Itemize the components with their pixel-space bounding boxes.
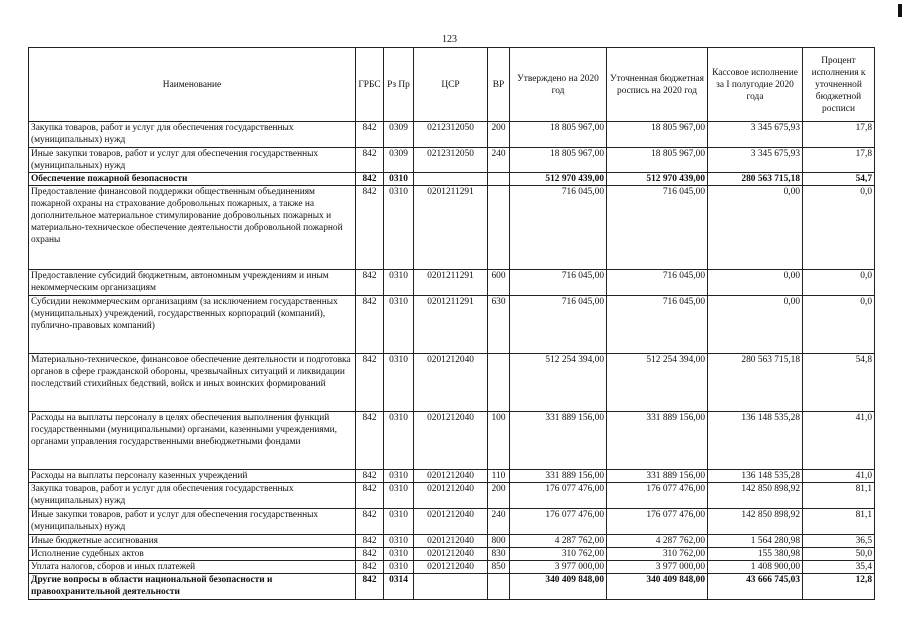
cell-rz-pr: 0310 (384, 548, 414, 561)
table-row (29, 470, 875, 483)
cell-rz-pr: 0310 (384, 470, 414, 483)
cell-approved: 512 970 439,00 (510, 173, 607, 186)
cell-csr: 0201211291 (414, 186, 488, 270)
cell-cash: 0,00 (708, 270, 803, 296)
cell-vr: 240 (488, 509, 510, 535)
cell-refined: 716 045,00 (607, 296, 708, 354)
cell-grbs: 842 (356, 561, 384, 574)
cell-cash: 142 850 898,92 (708, 509, 803, 535)
cell-grbs: 842 (356, 574, 384, 600)
cell-vr (488, 186, 510, 270)
header-row (29, 48, 875, 122)
cell-rz-pr: 0310 (384, 296, 414, 354)
cell-grbs: 842 (356, 296, 384, 354)
table-row (29, 561, 875, 574)
cell-percent: 54,8 (803, 354, 875, 412)
cell-percent: 17,8 (803, 122, 875, 148)
cell-vr: 200 (488, 483, 510, 509)
cell-name: Иные закупки товаров, работ и услуг для обеспечения государственных (муниципальных) нужд (29, 509, 356, 535)
cell-csr: 0212312050 (414, 148, 488, 173)
cell-percent: 36,5 (803, 535, 875, 548)
cell-approved: 340 409 848,00 (510, 574, 607, 600)
cell-csr: 0201212040 (414, 561, 488, 574)
header-vr: ВР (488, 48, 510, 122)
table-row (29, 270, 875, 296)
cell-refined: 331 889 156,00 (607, 412, 708, 470)
cell-grbs: 842 (356, 509, 384, 535)
cell-cash: 136 148 535,28 (708, 470, 803, 483)
cell-percent: 41,0 (803, 412, 875, 470)
table-row (29, 548, 875, 561)
cell-vr: 240 (488, 148, 510, 173)
cell-name: Предоставление финансовой поддержки общественным объединениям пожарной охраны на страхование добровольных пожарных, а также на дополнительное материальное стимулирование добровольных пожарных и материально-техническое обеспечение деятельности добровольной пожарной охраны (29, 186, 356, 270)
cell-percent: 17,8 (803, 148, 875, 173)
cell-percent: 0,0 (803, 296, 875, 354)
cell-approved: 310 762,00 (510, 548, 607, 561)
cell-rz-pr: 0310 (384, 354, 414, 412)
cell-refined: 331 889 156,00 (607, 470, 708, 483)
cell-name: Расходы на выплаты персоналу казенных учреждений (29, 470, 356, 483)
cell-approved: 18 805 967,00 (510, 122, 607, 148)
cell-vr: 830 (488, 548, 510, 561)
header-refined: Уточненная бюджетная роспись на 2020 год (607, 48, 708, 122)
cell-grbs: 842 (356, 548, 384, 561)
cell-csr: 0212312050 (414, 122, 488, 148)
cell-name: Субсидии некоммерческим организациям (за исключением государственных (муниципальных) учреждений, государственных корпораций (компаний), публично-правовых компаний) (29, 296, 356, 354)
cell-rz-pr: 0314 (384, 574, 414, 600)
cell-grbs: 842 (356, 483, 384, 509)
cell-csr (414, 173, 488, 186)
cell-percent: 41,0 (803, 470, 875, 483)
table-row (29, 574, 875, 600)
cell-refined: 716 045,00 (607, 270, 708, 296)
cell-refined: 512 970 439,00 (607, 173, 708, 186)
header-percent: Процент исполнения к уточненной бюджетной росписи (803, 48, 875, 122)
cell-csr: 0201211291 (414, 296, 488, 354)
cell-refined: 18 805 967,00 (607, 122, 708, 148)
cell-vr: 850 (488, 561, 510, 574)
cell-grbs: 842 (356, 412, 384, 470)
cell-approved: 4 287 762,00 (510, 535, 607, 548)
cell-approved: 331 889 156,00 (510, 470, 607, 483)
table-row (29, 186, 875, 270)
cell-csr (414, 574, 488, 600)
table-row (29, 483, 875, 509)
cell-grbs: 842 (356, 354, 384, 412)
cell-csr: 0201212040 (414, 483, 488, 509)
cell-percent: 81,1 (803, 509, 875, 535)
scan-edge-mark (898, 4, 902, 17)
cell-percent: 35,4 (803, 561, 875, 574)
cell-vr: 110 (488, 470, 510, 483)
cell-name: Предоставление субсидий бюджетным, автономным учреждениям и иным некоммерческим организациям (29, 270, 356, 296)
cell-csr: 0201212040 (414, 412, 488, 470)
cell-csr: 0201211291 (414, 270, 488, 296)
cell-rz-pr: 0310 (384, 535, 414, 548)
header-approved: Утверждено на 2020 год (510, 48, 607, 122)
header-rz-pr: Рз Пр (384, 48, 414, 122)
cell-name: Исполнение судебных актов (29, 548, 356, 561)
cell-csr: 0201212040 (414, 535, 488, 548)
cell-vr (488, 173, 510, 186)
cell-csr: 0201212040 (414, 509, 488, 535)
cell-csr: 0201212040 (414, 354, 488, 412)
table-row (29, 354, 875, 412)
cell-vr: 200 (488, 122, 510, 148)
cell-cash: 142 850 898,92 (708, 483, 803, 509)
cell-approved: 512 254 394,00 (510, 354, 607, 412)
cell-name: Другие вопросы в области национальной безопасности и правоохранительной деятельности (29, 574, 356, 600)
cell-refined: 176 077 476,00 (607, 509, 708, 535)
cell-grbs: 842 (356, 535, 384, 548)
table-row (29, 148, 875, 173)
table-row (29, 509, 875, 535)
cell-grbs: 842 (356, 186, 384, 270)
cell-percent: 12,8 (803, 574, 875, 600)
cell-approved: 716 045,00 (510, 186, 607, 270)
table-row (29, 296, 875, 354)
cell-cash: 155 380,98 (708, 548, 803, 561)
cell-rz-pr: 0310 (384, 561, 414, 574)
cell-rz-pr: 0310 (384, 483, 414, 509)
cell-name: Закупка товаров, работ и услуг для обеспечения государственных (муниципальных) нужд (29, 122, 356, 148)
header-name: Наименование (29, 48, 356, 122)
cell-approved: 176 077 476,00 (510, 483, 607, 509)
cell-percent: 0,0 (803, 186, 875, 270)
cell-approved: 18 805 967,00 (510, 148, 607, 173)
cell-cash: 280 563 715,18 (708, 354, 803, 412)
cell-name: Закупка товаров, работ и услуг для обеспечения государственных (муниципальных) нужд (29, 483, 356, 509)
cell-csr: 0201212040 (414, 470, 488, 483)
cell-rz-pr: 0309 (384, 122, 414, 148)
table-row (29, 173, 875, 186)
cell-name: Обеспечение пожарной безопасности (29, 173, 356, 186)
cell-cash: 0,00 (708, 186, 803, 270)
cell-approved: 331 889 156,00 (510, 412, 607, 470)
cell-grbs: 842 (356, 173, 384, 186)
cell-cash: 0,00 (708, 296, 803, 354)
cell-name: Иные бюджетные ассигнования (29, 535, 356, 548)
cell-cash: 43 666 745,03 (708, 574, 803, 600)
cell-approved: 716 045,00 (510, 296, 607, 354)
cell-name: Материально-техническое, финансовое обеспечение деятельности и подготовка органов в сфере гражданской обороны, чрезвычайных ситуаций и ликвидации последствий стихийных бедствий, войск и иных воинских формирований (29, 354, 356, 412)
cell-approved: 716 045,00 (510, 270, 607, 296)
cell-refined: 18 805 967,00 (607, 148, 708, 173)
cell-refined: 4 287 762,00 (607, 535, 708, 548)
cell-name: Иные закупки товаров, работ и услуг для обеспечения государственных (муниципальных) нужд (29, 148, 356, 173)
cell-grbs: 842 (356, 270, 384, 296)
cell-grbs: 842 (356, 470, 384, 483)
cell-vr: 800 (488, 535, 510, 548)
cell-percent: 81,1 (803, 483, 875, 509)
budget-table (28, 47, 875, 600)
table-row (29, 122, 875, 148)
cell-percent: 0,0 (803, 270, 875, 296)
cell-grbs: 842 (356, 148, 384, 173)
cell-csr: 0201212040 (414, 548, 488, 561)
header-csr: ЦСР (414, 48, 488, 122)
cell-cash: 3 345 675,93 (708, 148, 803, 173)
page-number: 123 (442, 34, 457, 45)
cell-cash: 1 408 900,00 (708, 561, 803, 574)
cell-cash: 3 345 675,93 (708, 122, 803, 148)
cell-rz-pr: 0309 (384, 148, 414, 173)
header-cash: Кассовое исполнение за I полугодие 2020 года (708, 48, 803, 122)
table-row (29, 535, 875, 548)
cell-vr (488, 354, 510, 412)
cell-refined: 512 254 394,00 (607, 354, 708, 412)
cell-approved: 3 977 000,00 (510, 561, 607, 574)
cell-refined: 340 409 848,00 (607, 574, 708, 600)
header-grbs: ГРБС (356, 48, 384, 122)
cell-refined: 716 045,00 (607, 186, 708, 270)
cell-percent: 50,0 (803, 548, 875, 561)
cell-rz-pr: 0310 (384, 509, 414, 535)
cell-cash: 280 563 715,18 (708, 173, 803, 186)
cell-rz-pr: 0310 (384, 270, 414, 296)
cell-refined: 3 977 000,00 (607, 561, 708, 574)
cell-vr: 630 (488, 296, 510, 354)
table-body (29, 122, 875, 600)
cell-percent: 54,7 (803, 173, 875, 186)
cell-approved: 176 077 476,00 (510, 509, 607, 535)
cell-vr (488, 574, 510, 600)
table-row (29, 412, 875, 470)
cell-vr: 100 (488, 412, 510, 470)
cell-refined: 310 762,00 (607, 548, 708, 561)
cell-refined: 176 077 476,00 (607, 483, 708, 509)
cell-cash: 136 148 535,28 (708, 412, 803, 470)
cell-name: Уплата налогов, сборов и иных платежей (29, 561, 356, 574)
cell-cash: 1 564 280,98 (708, 535, 803, 548)
cell-rz-pr: 0310 (384, 173, 414, 186)
cell-vr: 600 (488, 270, 510, 296)
cell-rz-pr: 0310 (384, 412, 414, 470)
cell-grbs: 842 (356, 122, 384, 148)
cell-name: Расходы на выплаты персоналу в целях обеспечения выполнения функций государственными (муниципальными) органами, казенными учреждениями, органами управления государственными внебюджетными фондами (29, 412, 356, 470)
cell-rz-pr: 0310 (384, 186, 414, 270)
